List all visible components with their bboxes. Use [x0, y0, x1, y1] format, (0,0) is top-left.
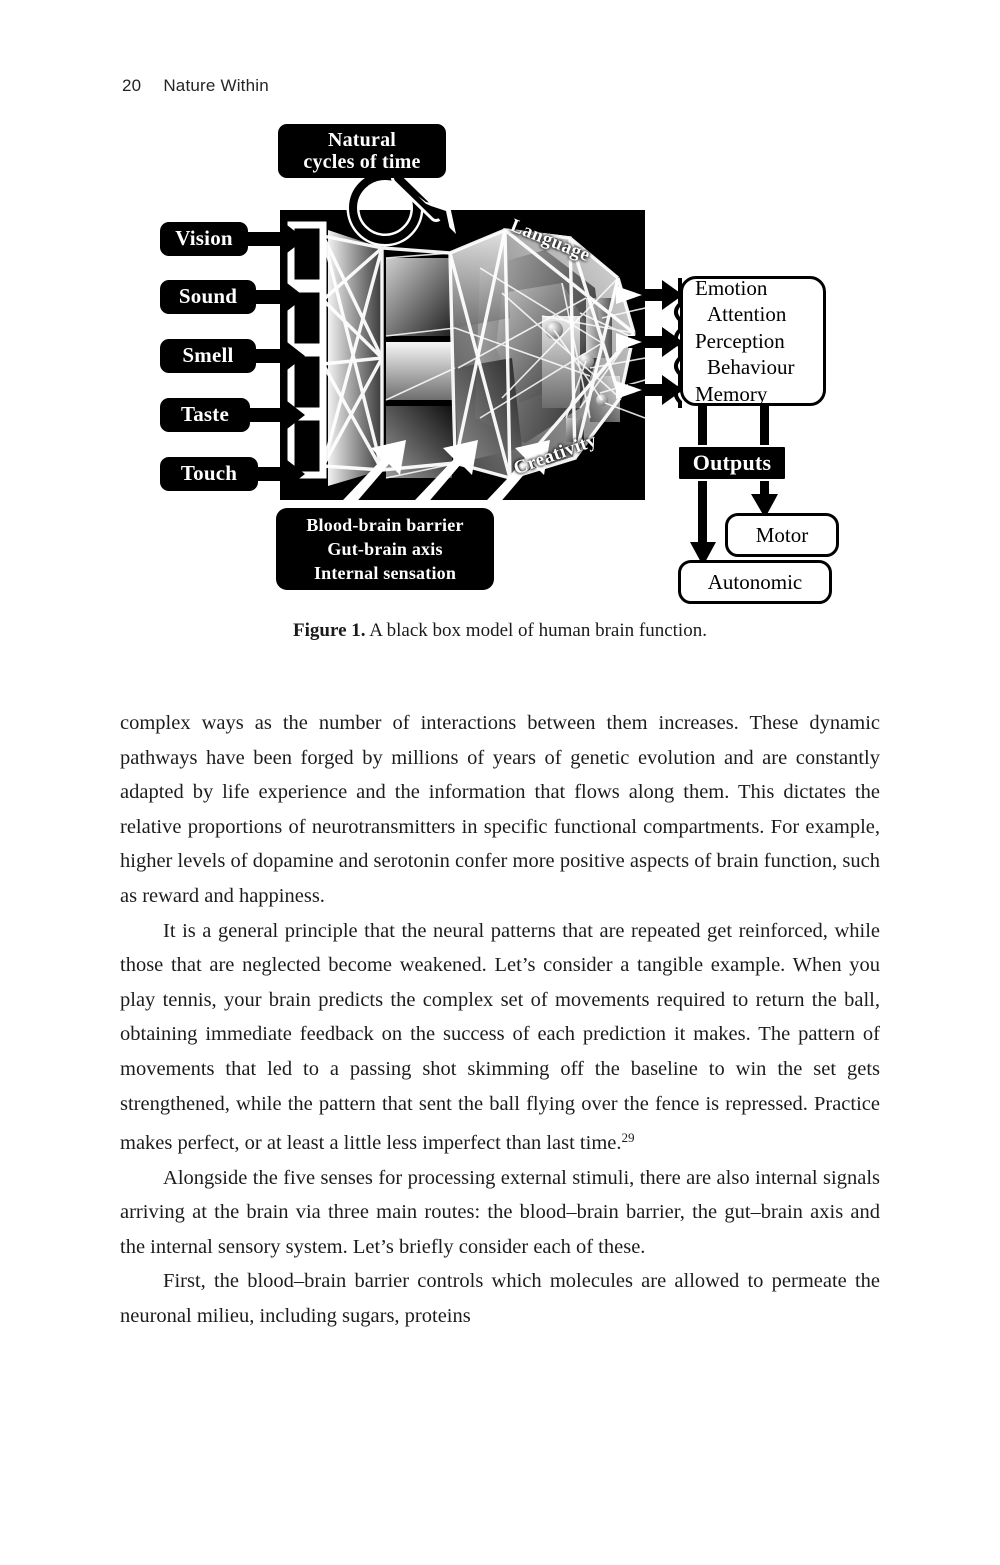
- paragraph-2-text: It is a general principle that the neural patterns that are repeated get reinforced, while those that are neglected become weakened. Let’s consider a tangible example. When you play tennis, your brain predicts the complex set of movements required to return the ball, obtaining immediate feedback on the success of each prediction it makes. The pattern of movements that led to a passing shot skimming off the baseline to win the set gets strengthened, while the pattern that sent the ball flying over the fence is repressed. Practice makes perfect, or at least a little less imperfect than last time.: [120, 919, 880, 1154]
- outputs-label: Outputs: [677, 445, 787, 481]
- input-touch: Touch: [160, 457, 258, 491]
- paragraph-3: Alongside the five senses for processing external stimuli, there are also internal signals arriving at the brain via three main routes: the blood–brain barrier, the gut–brain axis and the internal sensory system. Let’s briefly consider each of these.: [120, 1166, 880, 1258]
- result-behaviour: Behaviour: [707, 355, 795, 380]
- result-memory: Memory: [695, 381, 768, 406]
- output-autonomic: Autonomic: [678, 560, 832, 604]
- input-sound: Sound: [160, 280, 256, 314]
- running-head: [122, 76, 269, 96]
- paragraph-4: First, the blood–brain barrier controls which molecules are allowed to permeate the neuronal milieu, including sugars, proteins: [120, 1270, 880, 1327]
- paragraph-1: complex ways as the number of interactions between them increases. These dynamic pathways have been forged by millions of years of genetic evolution and are constantly adapted by life experience and the information that flows along them. This dictates the relative proportions of neurotransmitters in specific functional compartments. For example, higher levels of dopamine and serotonin confer more positive aspects of brain function, such as reward and happiness.: [120, 712, 880, 907]
- figure-caption: [120, 620, 880, 642]
- cycles-line-1: Natural: [327, 128, 397, 151]
- paragraph-2: [120, 914, 880, 1161]
- inside-label-language: Language: [507, 215, 594, 267]
- figure-1: [150, 118, 860, 608]
- footnote-marker: 29: [621, 1130, 635, 1146]
- input-taste: Taste: [160, 398, 250, 432]
- result-emotion: Emotion: [695, 275, 768, 300]
- cycles-line-2: cycles of time: [303, 151, 421, 173]
- internal-line-1: Blood-brain barrier: [306, 514, 464, 535]
- input-vision: Vision: [160, 222, 248, 256]
- results-panel: [680, 276, 826, 406]
- body-text: [120, 706, 880, 1334]
- result-perception: Perception: [695, 328, 785, 353]
- inside-label-creativity: Creativity: [510, 429, 600, 480]
- internal-line-2: Gut-brain axis: [327, 538, 443, 559]
- input-internal-routes: [276, 508, 494, 590]
- internal-line-3: Internal sensation: [313, 563, 457, 584]
- figure-caption-label: Figure 1.: [293, 620, 366, 641]
- input-smell: Smell: [160, 339, 256, 373]
- output-motor: Motor: [725, 513, 839, 557]
- page-number: 20: [122, 76, 142, 95]
- book-title: Nature Within: [163, 76, 269, 95]
- figure-caption-text: A black box model of human brain function.: [365, 620, 707, 641]
- input-natural-cycles-of-time: [278, 124, 446, 178]
- result-attention: Attention: [707, 302, 787, 327]
